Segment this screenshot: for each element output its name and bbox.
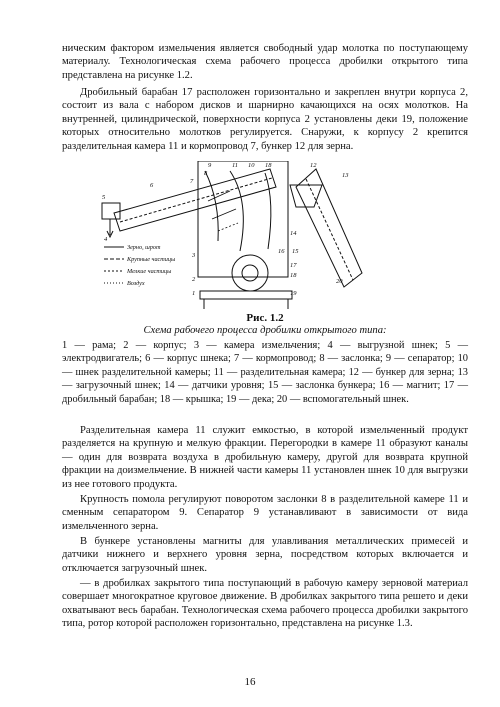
crusher-diagram [100, 161, 400, 311]
flow-legend-coarse: Крупные частицы [127, 256, 176, 263]
label-15: 15 [292, 248, 299, 255]
label-19: 19 [290, 290, 297, 297]
label-6: 6 [150, 182, 154, 189]
label-4: 4 [104, 236, 108, 243]
paragraph-5-text: В бункере установлены магниты для улавливания металлических примесей и датчики нижнего и верхнего уровня зерна, посредством которых включается и отключается загрузочный шнек. [62, 536, 468, 574]
loading-auger [296, 169, 362, 287]
paragraph-closed-type [62, 577, 468, 631]
label-14: 14 [290, 230, 297, 237]
paragraph-3-text: Разделительная камера 11 служит емкостью, в которой измельченный продукт разделяется на крупную и мелкую фракции. Перегородки в камере 11 образуют каналы — один для возврата воздуха в дробильную камеру, другой для возврата крупной фракции на доизмельчение. В нижней части камеры 11 установлен шнек 10 для выгрузки из нее готового продукта. [62, 425, 468, 490]
label-5: 5 [102, 194, 106, 201]
label-16: 16 [278, 248, 285, 255]
label-7: 7 [190, 178, 194, 185]
paragraph-intro [62, 42, 468, 82]
paragraph-4-text: Крупность помола регулируют поворотом заслонки 8 в разделительной камере 11 и сменным сепаратором 9. Сепаратор 9 устанавливают в зависимости от вида измельченного зерна. [62, 494, 468, 532]
label-20: 20 [336, 278, 343, 285]
figure-legend: 1 — рама; 2 — корпус; 3 — камера измельчения; 4 — выгрузной шнек; 5 — электродвигатель; 6 — корпус шнека; 7 — кормопровод; 8 — заслонка; 9 — сепаратор; 10 — шнек разделительной камеры; 11 — разделительная камера; 12 — бункер для зерна; 13 — загрузочный шнек; 14 — датчики уровня; 15 — заслонка бункера; 16 — магнит; 17 — дробильный барабан; 18 — крышка; 19 — дека; 20 — вспомогательный шнек. [62, 340, 468, 405]
frame [200, 291, 292, 299]
flow-legend-air: Воздух [127, 280, 145, 287]
paragraph-6-text: — в дробилках закрытого типа поступающий в рабочую камеру зерновой материал совершает многократное круговое движение. В дробилках закрытого типа решето и деки охватывают весь барабан. Технологическая схема рабочего процесса дробилки закрытого типа, ротор которой расположен горизонтально, представлена на рисунке 1.3. [62, 578, 468, 630]
label-18: 18 [265, 162, 272, 169]
paragraph-1-text: ническим фактором измельчения является свободный удар молотка по поступающему материалу. Технологическая схема рабочего процесса дробилки открытого типа представлена на рисунке 1.2. [62, 43, 468, 81]
flow-legend-fine: Мелкие частицы [127, 268, 172, 275]
label-18b: 18 [290, 272, 297, 279]
paragraph-grinding [62, 493, 468, 533]
paragraph-drum [62, 86, 468, 153]
label-11: 11 [232, 162, 239, 169]
label-8: 8 [204, 170, 208, 177]
label-2: 2 [192, 276, 196, 283]
paragraph-separation [62, 424, 468, 491]
label-13: 13 [342, 172, 349, 179]
label-9: 9 [208, 162, 212, 169]
motor [102, 203, 120, 219]
auger-housing [114, 169, 276, 231]
label-3: 3 [192, 252, 196, 259]
page-number: 16 [244, 676, 256, 688]
paragraph-2-text: Дробильный барабан 17 расположен горизонтально и закреплен внутри корпуса 2, состоит из вала с набором дисков и шарнирно качающихся на осях молотков. На внутренней, цилиндрической, поверхности корпуса 2 установлены деки 19, положение которых относительно молотков регулируется. Снаружи, к корпусу 2 крепится разделительная камера 11 и кормопровод 7, бункер 12 для зерна. [62, 87, 468, 152]
label-10: 10 [248, 162, 255, 169]
label-1: 1 [192, 290, 196, 297]
figure-caption-subtitle: Схема рабочего процесса дробилки открытого типа: [143, 325, 387, 336]
figure-caption-title: Рис. 1.2 [246, 312, 284, 324]
label-17: 17 [290, 262, 297, 269]
drum [232, 255, 268, 291]
paragraph-bunker [62, 535, 468, 575]
flow-legend-grain: Зерно, шрот [127, 244, 161, 251]
label-12: 12 [310, 162, 317, 169]
